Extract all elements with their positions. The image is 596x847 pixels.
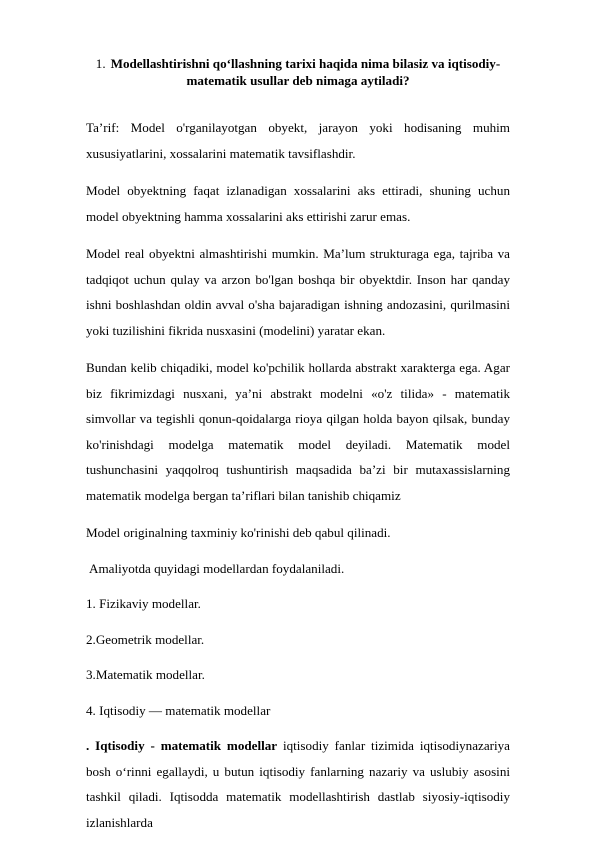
list-item-physical: 1. Fizikaviy modellar. xyxy=(86,596,201,611)
question-heading xyxy=(86,55,510,89)
paragraph-original: Model originalning taxminiy ko'rinishi deb qabul qilinadi. xyxy=(86,525,391,540)
paragraph-economic-models xyxy=(86,733,510,835)
list-item-geometric: 2.Geometrik modellar. xyxy=(86,631,205,647)
heading-number: 1. xyxy=(95,56,106,71)
list-item-mathematical: 3.Matematik modellar. xyxy=(86,667,205,682)
paragraph-model-properties: Model obyektning faqat izlanadigan xossalarini aks ettiradi, shuning uchun model obyektning hamma xossalarini aks ettirishi zarur emas. xyxy=(86,183,510,224)
paragraph-economic-text: iqtisodiy fanlar tizimida iqtisodiynazariya bosh o‘rinni egallaydi, u butun iqtisodiy fanlarning nazariy va uslubiy asosini tashkil qiladi. Iqtisodda matematik modellashtirish dastlab siyosiy-iqtisodiy izlanishlarda xyxy=(86,738,510,830)
document-body xyxy=(86,115,510,847)
paragraph-definition: Ta’rif: Model o'rganilayotgan obyekt, jarayon yoki hodisaning muhim xususiyatlarini, xossalarini matematik tavsiflashdir. xyxy=(86,120,510,161)
list-item-economic-mathematical: 4. Iqtisodiy — matematik modellar xyxy=(86,702,271,718)
list-intro: Amaliyotda quyidagi modellardan foydalaniladi. xyxy=(89,560,345,576)
heading-title: Modellashtirishni qo‘llashning tarixi haqida nima bilasiz va iqtisodiy-matematik usullar deb nimaga aytiladi? xyxy=(110,56,501,88)
paragraph-model-replacement: Model real obyektni almashtirishi mumkin. Ma’lum strukturaga ega, tajriba va tadqiqot uchun qulay va arzon bo'lgan boshqa bir obyektdir. Inson har qanday ishni boshlashdan oldin avval o'sha bajaradigan ishning andozasini, qurilmasini yoki tuzilishini fikrida nusxasini (modelini) yaratar ekan. xyxy=(86,246,510,338)
bold-lead: . Iqtisodiy - matematik modellar xyxy=(86,738,278,753)
paragraph-abstract-model: Bundan kelib chiqadiki, model ko'pchilik hollarda abstrakt xarakterga ega. Agar biz fikrimizdagi nusxani, ya’ni abstrakt modelni «o'z tilida» - matematik simvollar va tegishli qonun-qoidalarga rioya qilgan holda bayon qilsak, bunday ko'rinishdagi modelga matematik model deyiladi. Matematik model tushunchasini yaqqolroq tushuntirish maqsadida ba’zi bir mutaxassislarning matematik modelga bergan ta’riflari bilan tanishib chiqamiz xyxy=(86,360,510,503)
